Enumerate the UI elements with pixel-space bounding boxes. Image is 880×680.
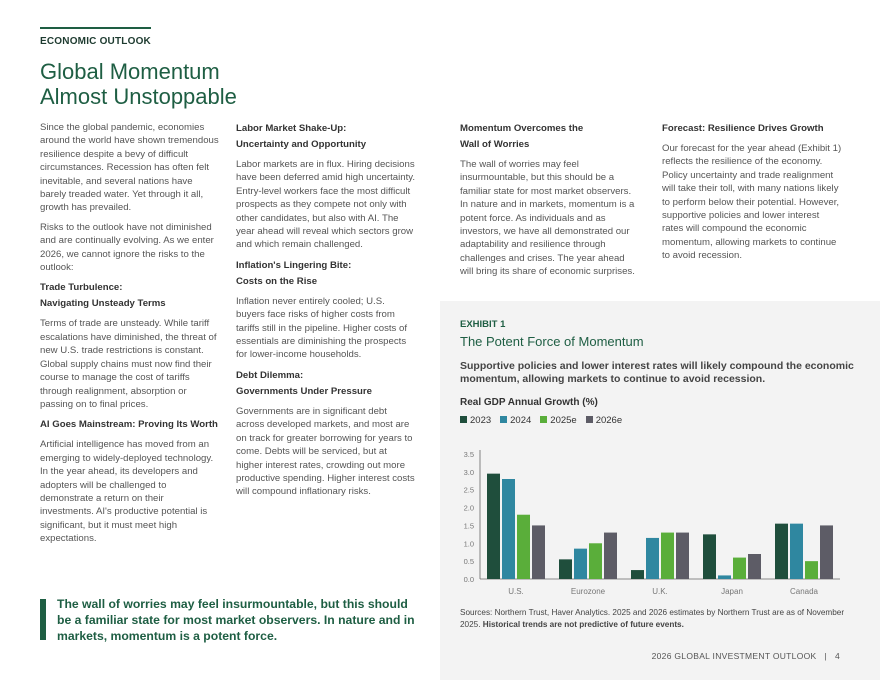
bar-2026e-Canada: [820, 525, 833, 579]
legend-label: 2023: [470, 415, 492, 426]
bar-2024-Japan: [718, 575, 731, 579]
paragraph: Labor markets are in flux. Hiring decisions have been deferred amid high uncertainty. Entry-level workers face the most difficult prospects as they compete not only with other candidates, but also with AI. The year ahead will reveal which sectors grow and which remain challenged.: [236, 159, 416, 251]
y-tick-label: 1.5: [463, 521, 474, 531]
subheading: Momentum Overcomes the Wall of Worries: [460, 123, 584, 150]
title-line: Almost Unstoppable: [40, 84, 237, 109]
bar-2026e-U.S.: [532, 525, 545, 579]
exhibit-subtitle: Supportive policies and lower interest rates will likely compound the economic momentum, allowing markets to continue to avoid recession.: [460, 360, 854, 385]
paragraph: The wall of worries may feel insurmountable, but this should be a familiar state for most market observers. In nature and in markets, momentum is a potent force. As individuals and as investors, we have all demonstrated our adaptability and resilience through challenges and crises. The year ahead will bring its share of economic surprises.: [460, 159, 635, 278]
y-tick-label: 1.0: [463, 539, 474, 549]
chart-title: Real GDP Annual Growth (%): [460, 397, 598, 408]
subheading: Forecast: Resilience Drives Growth: [662, 123, 824, 134]
chart-legend: [460, 415, 622, 426]
legend-item: [460, 415, 491, 426]
legend-swatch: [500, 416, 507, 423]
bar-2023-Canada: [775, 524, 788, 579]
bar-2025e-Canada: [805, 561, 818, 579]
column-2: [236, 121, 416, 505]
x-tick-label: U.K.: [652, 587, 668, 596]
x-tick-label: Canada: [789, 587, 819, 596]
subheading: AI Goes Mainstream: Proving Its Worth: [40, 419, 218, 431]
legend-swatch: [540, 416, 547, 423]
top-rule: [40, 27, 151, 29]
paragraph: Risks to the outlook have not diminished and are continually evolving. As we enter 2026, we cannot ignore the risks to the outlook:: [40, 221, 214, 274]
legend-item: [586, 415, 622, 426]
bar-2024-Eurozone: [574, 549, 587, 579]
page-footer: 2026 GLOBAL INVESTMENT OUTLOOK | 4: [651, 651, 840, 661]
column-1: [40, 121, 220, 552]
quote-bar: [40, 599, 46, 640]
bar-2026e-Japan: [748, 554, 761, 579]
bar-2023-Eurozone: [559, 559, 572, 579]
pull-quote: The wall of worries may feel insurmountable, but this should be a familiar state for most market observers. In nature and in markets, momentum is a potent force.: [57, 597, 415, 643]
legend-swatch: [586, 416, 593, 423]
paragraph: Since the global pandemic, economies around the world have shown tremendous resilience despite a bevy of difficult circumstances. Recession has often felt inevitable, and several nations have barely treaded water. Yet through it all, growth has prevailed.: [40, 122, 219, 214]
legend-label: 2024: [510, 415, 532, 426]
section-eyebrow: ECONOMIC OUTLOOK: [40, 36, 151, 47]
y-tick-label: 0.0: [463, 575, 474, 584]
y-tick-label: 3.0: [463, 467, 474, 477]
column-4: [662, 121, 842, 269]
subheading: Labor Market Shake-Up: Uncertainty and Opportunity: [236, 123, 367, 150]
paragraph: Our forecast for the year ahead (Exhibit 1) reflects the resilience of the economy. Policy uncertainty and trade realignment will take their toll, with many nations likely to perform below their potential. However, supportive policies and lower interest rates will compound the economic momentum, allowing markets to continue to avoid recession.: [662, 143, 842, 262]
x-tick-label: U.S.: [508, 587, 524, 596]
legend-label: 2026e: [595, 415, 623, 426]
legend-label: 2025e: [550, 415, 577, 426]
title-line: Global Momentum: [40, 59, 220, 84]
bar-2024-Canada: [790, 524, 803, 579]
y-tick-label: 2.0: [463, 503, 474, 513]
paragraph: Governments are in significant debt across developed markets, and most are on track for greater borrowing for years to come. Debts will be serviced, but at higher interest rates, crowding out more productive spending. Higher interest costs will compound inflationary risks.: [236, 405, 415, 498]
paragraph: Artificial intelligence has moved from an emerging to widely-deployed technology. In the year ahead, its developers and adopters will be challenged to demonstrate a return on their investments. AI's productive potential is significant, but it must meet high expectations.: [40, 439, 214, 545]
column-3: [460, 121, 640, 285]
bar-2026e-U.K.: [676, 533, 689, 579]
y-tick-label: 3.5: [463, 450, 474, 459]
bar-2025e-U.S.: [517, 515, 530, 579]
exhibit-title: The Potent Force of Momentum: [460, 334, 644, 349]
subheading: Trade Turbulence: Navigating Unsteady Terms: [40, 282, 166, 310]
paragraph: Inflation never entirely cooled; U.S. buyers face risks of higher costs from tariffs still in the pipeline. Higher costs of essentials are diminishing the prospects for lower-income households.: [236, 295, 407, 361]
bar-2023-U.S.: [487, 474, 500, 579]
bar-2025e-U.K.: [661, 533, 674, 579]
subheading: Debt Dilemma: Governments Under Pressure: [236, 369, 372, 397]
bar-2024-U.K.: [646, 538, 659, 579]
chart-source: Sources: Northern Trust, Haver Analytics. 2025 and 2026 estimates by Northern Trust are as of November 2025. Historical trends are not predictive of future events.: [460, 608, 845, 629]
bar-2025e-Japan: [733, 558, 746, 579]
page-title: [40, 59, 237, 109]
bar-chart: [440, 440, 860, 600]
bar-2024-U.S.: [502, 479, 515, 579]
y-tick-label: 2.5: [463, 485, 474, 495]
paragraph: Terms of trade are unsteady. While tariff escalations have diminished, the threat of new U.S. trade restrictions is constant. Global supply chains must now find their course to manage the cost of tariffs through realignment, absorption or passing on to final prices.: [40, 318, 217, 410]
bar-2023-Japan: [703, 534, 716, 579]
x-tick-label: Japan: [721, 587, 743, 596]
x-tick-label: Eurozone: [570, 587, 606, 596]
legend-item: [540, 415, 576, 426]
exhibit-label: EXHIBIT 1: [460, 319, 506, 330]
y-tick-label: 0.5: [463, 557, 474, 567]
subheading: Inflation's Lingering Bite: Costs on the Rise: [236, 259, 352, 287]
legend-swatch: [460, 416, 467, 423]
legend-item: [500, 415, 531, 426]
bar-2023-U.K.: [631, 570, 644, 579]
bar-2025e-Eurozone: [589, 543, 602, 579]
bar-2026e-Eurozone: [604, 533, 617, 579]
